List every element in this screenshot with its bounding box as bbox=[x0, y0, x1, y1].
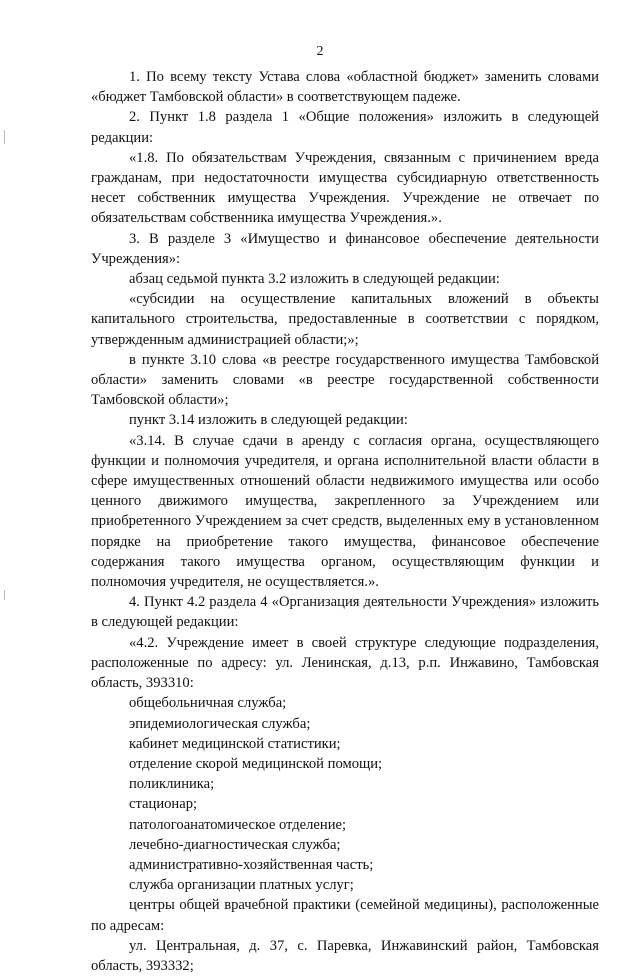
unit-list-item: патологоанатомическое отделение; bbox=[129, 816, 347, 833]
unit-list-item: эпидемиологическая служба; bbox=[129, 715, 311, 732]
unit-list-item: административно-хозяйственная часть; bbox=[129, 856, 374, 873]
unit-list-item: служба организации платных услуг; bbox=[129, 877, 354, 894]
paragraph-3-14-intro: пункт 3.14 изложить в следующей редакции: bbox=[129, 412, 408, 429]
paragraph-3: 3. В разделе 3 «Имущество и финансовое обеспечение деятельности Учреждения»: bbox=[91, 230, 599, 267]
paragraph-1: 1. По всему тексту Устава слова «областной бюджет» заменить словами «бюджет Тамбовской области» в соответствующем падеже. bbox=[91, 69, 599, 106]
quote-3-2: «субсидии на осуществление капитальных вложений в объекты капитального строительства, предоставленные в соответствии с порядком, утвержденным администрацией области;»; bbox=[91, 291, 599, 348]
document-body bbox=[91, 67, 599, 976]
gp-centers-intro: центры общей врачебной практики (семейной медицины), расположенные по адресам: bbox=[91, 897, 599, 934]
scan-edge-mark bbox=[4, 130, 5, 144]
page-number: 2 bbox=[316, 44, 324, 59]
paragraph-2: 2. Пункт 1.8 раздела 1 «Общие положения» изложить в следующей редакции: bbox=[91, 109, 599, 146]
unit-list-item: отделение скорой медицинской помощи; bbox=[129, 755, 383, 772]
quote-3-14: «3.14. В случае сдачи в аренду с согласия органа, осуществляющего функции и полномочия учредителя, и органа исполнительной власти области в сфере имущественных отношений области недвижимого имущества или особо ценного движимого имущества, закрепленного за Учреждением или приобретенного Учреждением за счет средств, выделенных ему в установленном порядке на приобретение такого имущества, финансовое обеспечение содержания такого имущества органом, осуществляющим функции и полномочия учредителя, не осуществляется.». bbox=[91, 432, 599, 591]
quote-1-8: «1.8. По обязательствам Учреждения, связанным с причинением вреда гражданам, при недостаточности имущества субсидиарную ответственность несет собственник имущества Учреждения. Учреждение не отвечает по обязательствам собственника имущества Учреждения.». bbox=[91, 149, 599, 227]
unit-list-item: лечебно-диагностическая служба; bbox=[129, 836, 341, 853]
paragraph-4: 4. Пункт 4.2 раздела 4 «Организация деятельности Учреждения» изложить в следующей редакции: bbox=[91, 594, 599, 631]
address-paravka: ул. Центральная, д. 37, с. Паревка, Инжавинский район, Тамбовская область, 393332; bbox=[91, 937, 599, 974]
unit-list-item: стационар; bbox=[129, 796, 198, 813]
paragraph-3-10: в пункте 3.10 слова «в реестре государственного имущества Тамбовской области» заменить словами «в реестре государственной собственности Тамбовской области»; bbox=[91, 351, 599, 409]
unit-list-item: поликлиника; bbox=[129, 776, 215, 793]
paragraph-3-2-intro: абзац седьмой пункта 3.2 изложить в следующей редакции: bbox=[129, 271, 500, 288]
unit-list-item: кабинет медицинской статистики; bbox=[129, 735, 341, 752]
scan-edge-mark bbox=[4, 590, 5, 600]
quote-4-2: «4.2. Учреждение имеет в своей структуре следующие подразделения, расположенные по адресу: ул. Ленинская, д.13, р.п. Инжавино, Тамбовская область, 393310: bbox=[91, 634, 599, 692]
unit-list-item: общебольничная служба; bbox=[129, 695, 287, 712]
